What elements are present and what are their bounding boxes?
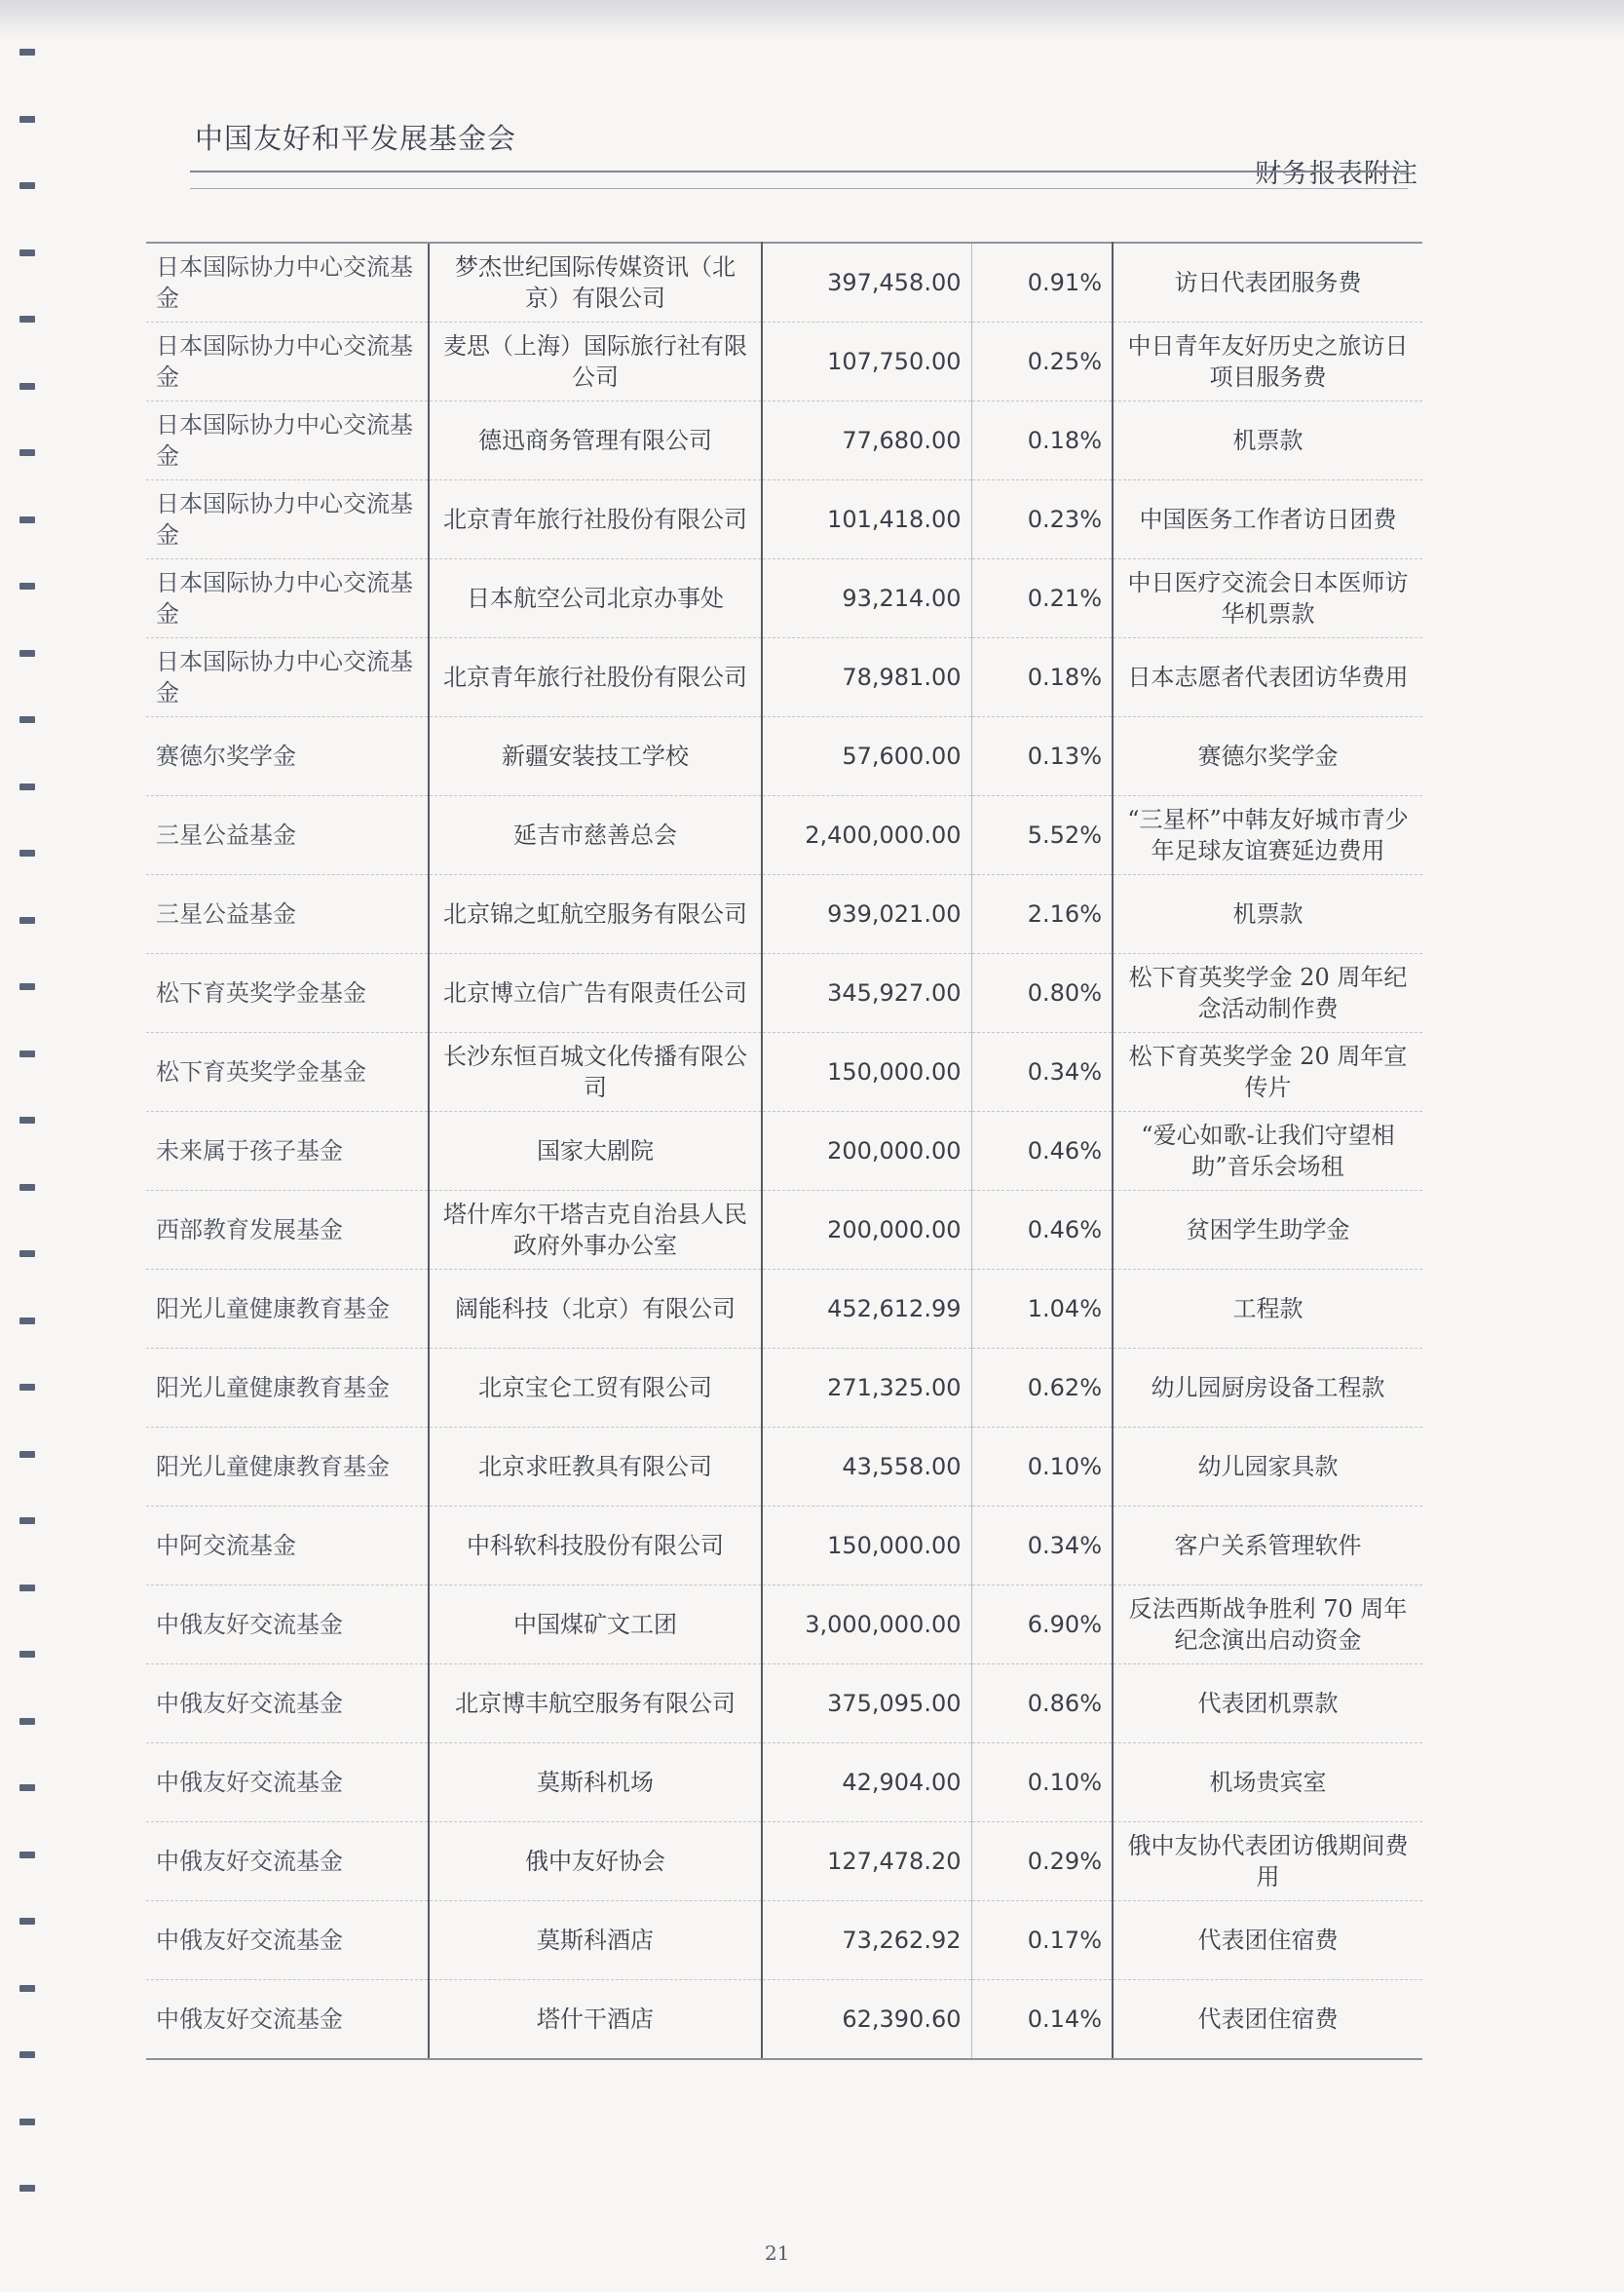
percent-cell: 0.18% (971, 401, 1113, 480)
purpose-cell: 中日医疗交流会日本医师访华机票款 (1113, 559, 1422, 638)
table-row (146, 1428, 1422, 1507)
payee-cell: 麦思（上海）国际旅行社有限公司 (429, 323, 762, 401)
table-row (146, 1822, 1422, 1901)
table-row (146, 717, 1422, 796)
binding-hole (19, 383, 35, 390)
expense-table (146, 242, 1422, 2060)
payee-cell: 莫斯科机场 (429, 1743, 762, 1822)
payee-cell: 北京锦之虹航空服务有限公司 (429, 875, 762, 954)
binding-hole (19, 1852, 35, 1858)
binding-hole (19, 516, 35, 523)
percent-cell: 0.86% (971, 1664, 1113, 1743)
binding-hole (19, 1918, 35, 1925)
binding-hole (19, 1517, 35, 1524)
percent-cell: 0.10% (971, 1743, 1113, 1822)
purpose-cell: 幼儿园厨房设备工程款 (1113, 1349, 1422, 1428)
payee-cell: 北京博立信广告有限责任公司 (429, 954, 762, 1033)
amount-cell: 200,000.00 (762, 1112, 971, 1191)
purpose-cell: 代表团机票款 (1113, 1664, 1422, 1743)
binding-hole (19, 249, 35, 256)
fund-cell: 中俄友好交流基金 (146, 1743, 429, 1822)
purpose-cell: 反法西斯战争胜利 70 周年纪念演出启动资金 (1113, 1585, 1422, 1664)
fund-cell: 三星公益基金 (146, 796, 429, 875)
amount-cell: 271,325.00 (762, 1349, 971, 1428)
percent-cell: 0.46% (971, 1191, 1113, 1270)
payee-cell: 梦杰世纪国际传媒资讯（北京）有限公司 (429, 243, 762, 323)
amount-cell: 3,000,000.00 (762, 1585, 971, 1664)
fund-cell: 阳光儿童健康教育基金 (146, 1428, 429, 1507)
percent-cell: 0.91% (971, 243, 1113, 323)
percent-cell: 0.21% (971, 559, 1113, 638)
table-row (146, 323, 1422, 401)
percent-cell: 0.17% (971, 1901, 1113, 1980)
binding-hole (19, 1784, 35, 1791)
binding-hole (19, 2051, 35, 2058)
binding-hole (19, 49, 35, 56)
table-row (146, 1980, 1422, 2060)
percent-cell: 0.34% (971, 1033, 1113, 1112)
binding-hole (19, 1985, 35, 1992)
payee-cell: 北京博丰航空服务有限公司 (429, 1664, 762, 1743)
payee-cell: 俄中友好协会 (429, 1822, 762, 1901)
header-rule-secondary (190, 188, 1408, 189)
payee-cell: 塔什库尔干塔吉克自治县人民政府外事办公室 (429, 1191, 762, 1270)
percent-cell: 0.18% (971, 638, 1113, 717)
amount-cell: 42,904.00 (762, 1743, 971, 1822)
amount-cell: 150,000.00 (762, 1507, 971, 1585)
table-row (146, 559, 1422, 638)
payee-cell: 新疆安装技工学校 (429, 717, 762, 796)
amount-cell: 43,558.00 (762, 1428, 971, 1507)
header-rule (190, 171, 1408, 172)
fund-cell: 中俄友好交流基金 (146, 1822, 429, 1901)
purpose-cell: 松下育英奖学金 20 周年宣传片 (1113, 1033, 1422, 1112)
fund-cell: 赛德尔奖学金 (146, 717, 429, 796)
binding-hole (19, 650, 35, 657)
table-row (146, 1585, 1422, 1664)
purpose-cell: 机票款 (1113, 875, 1422, 954)
binding-hole (19, 983, 35, 990)
page-top-shade (0, 0, 1624, 39)
payee-cell: 北京求旺教具有限公司 (429, 1428, 762, 1507)
purpose-cell: 俄中友协代表团访俄期间费用 (1113, 1822, 1422, 1901)
binding-hole (19, 449, 35, 456)
percent-cell: 0.80% (971, 954, 1113, 1033)
fund-cell: 日本国际协力中心交流基金 (146, 401, 429, 480)
amount-cell: 127,478.20 (762, 1822, 971, 1901)
table-row (146, 1507, 1422, 1585)
fund-cell: 中俄友好交流基金 (146, 1585, 429, 1664)
payee-cell: 国家大剧院 (429, 1112, 762, 1191)
purpose-cell: “爱心如歌-让我们守望相助”音乐会场租 (1113, 1112, 1422, 1191)
fund-cell: 中俄友好交流基金 (146, 1664, 429, 1743)
fund-cell: 阳光儿童健康教育基金 (146, 1270, 429, 1349)
table-row (146, 796, 1422, 875)
payee-cell: 长沙东恒百城文化传播有限公司 (429, 1033, 762, 1112)
binding-hole (19, 1585, 35, 1591)
amount-cell: 78,981.00 (762, 638, 971, 717)
binding-hole (19, 783, 35, 790)
percent-cell: 0.10% (971, 1428, 1113, 1507)
fund-cell: 中俄友好交流基金 (146, 1901, 429, 1980)
percent-cell: 0.29% (971, 1822, 1113, 1901)
payee-cell: 北京青年旅行社股份有限公司 (429, 480, 762, 559)
table-row (146, 875, 1422, 954)
purpose-cell: 代表团住宿费 (1113, 1901, 1422, 1980)
purpose-cell: 贫困学生助学金 (1113, 1191, 1422, 1270)
payee-cell: 德迅商务管理有限公司 (429, 401, 762, 480)
table-row (146, 1191, 1422, 1270)
fund-cell: 松下育英奖学金基金 (146, 954, 429, 1033)
amount-cell: 200,000.00 (762, 1191, 971, 1270)
percent-cell: 5.52% (971, 796, 1113, 875)
binding-hole (19, 316, 35, 323)
table-row (146, 638, 1422, 717)
amount-cell: 150,000.00 (762, 1033, 971, 1112)
binding-hole (19, 1117, 35, 1124)
purpose-cell: 机场贵宾室 (1113, 1743, 1422, 1822)
percent-cell: 0.14% (971, 1980, 1113, 2060)
percent-cell: 6.90% (971, 1585, 1113, 1664)
fund-cell: 日本国际协力中心交流基金 (146, 480, 429, 559)
payee-cell: 塔什干酒店 (429, 1980, 762, 2060)
purpose-cell: 赛德尔奖学金 (1113, 717, 1422, 796)
binding-hole (19, 2185, 35, 2192)
fund-cell: 日本国际协力中心交流基金 (146, 323, 429, 401)
fund-cell: 日本国际协力中心交流基金 (146, 559, 429, 638)
binding-hole (19, 1451, 35, 1458)
fund-cell: 三星公益基金 (146, 875, 429, 954)
fund-cell: 未来属于孩子基金 (146, 1112, 429, 1191)
binding-hole (19, 116, 35, 123)
payee-cell: 北京青年旅行社股份有限公司 (429, 638, 762, 717)
organization-header: 中国友好和平发展基金会 (195, 122, 517, 155)
amount-cell: 101,418.00 (762, 480, 971, 559)
percent-cell: 1.04% (971, 1270, 1113, 1349)
percent-cell: 0.23% (971, 480, 1113, 559)
fund-cell: 西部教育发展基金 (146, 1191, 429, 1270)
percent-cell: 0.34% (971, 1507, 1113, 1585)
binding-hole (19, 1250, 35, 1257)
binding-hole (19, 917, 35, 924)
payee-cell: 中科软科技股份有限公司 (429, 1507, 762, 1585)
percent-cell: 2.16% (971, 875, 1113, 954)
payee-cell: 北京宝仑工贸有限公司 (429, 1349, 762, 1428)
amount-cell: 57,600.00 (762, 717, 971, 796)
binding-hole (19, 850, 35, 857)
percent-cell: 0.62% (971, 1349, 1113, 1428)
amount-cell: 375,095.00 (762, 1664, 971, 1743)
binding-hole (19, 583, 35, 590)
fund-cell: 日本国际协力中心交流基金 (146, 638, 429, 717)
table-row (146, 1270, 1422, 1349)
table-row (146, 401, 1422, 480)
amount-cell: 62,390.60 (762, 1980, 971, 2060)
purpose-cell: 松下育英奖学金 20 周年纪念活动制作费 (1113, 954, 1422, 1033)
table-row (146, 1664, 1422, 1743)
purpose-cell: 客户关系管理软件 (1113, 1507, 1422, 1585)
fund-cell: 中俄友好交流基金 (146, 1980, 429, 2060)
payee-cell: 阔能科技（北京）有限公司 (429, 1270, 762, 1349)
amount-cell: 397,458.00 (762, 243, 971, 323)
percent-cell: 0.46% (971, 1112, 1113, 1191)
purpose-cell: 中国医务工作者访日团费 (1113, 480, 1422, 559)
purpose-cell: 代表团住宿费 (1113, 1980, 1422, 2060)
amount-cell: 2,400,000.00 (762, 796, 971, 875)
binding-hole (19, 1050, 35, 1057)
purpose-cell: 工程款 (1113, 1270, 1422, 1349)
section-header: 财务报表附注 (1255, 159, 1418, 189)
binding-hole (19, 182, 35, 189)
table-row (146, 1349, 1422, 1428)
payee-cell: 莫斯科酒店 (429, 1901, 762, 1980)
purpose-cell: 访日代表团服务费 (1113, 243, 1422, 323)
table-row (146, 1033, 1422, 1112)
table-row (146, 243, 1422, 323)
purpose-cell: “三星杯”中韩友好城市青少年足球友谊赛延边费用 (1113, 796, 1422, 875)
fund-cell: 日本国际协力中心交流基金 (146, 243, 429, 323)
amount-cell: 107,750.00 (762, 323, 971, 401)
binding-hole (19, 1651, 35, 1658)
table-row (146, 1901, 1422, 1980)
purpose-cell: 机票款 (1113, 401, 1422, 480)
payee-cell: 日本航空公司北京办事处 (429, 559, 762, 638)
purpose-cell: 中日青年友好历史之旅访日项目服务费 (1113, 323, 1422, 401)
table-row (146, 1112, 1422, 1191)
percent-cell: 0.13% (971, 717, 1113, 796)
binding-hole (19, 1718, 35, 1725)
fund-cell: 松下育英奖学金基金 (146, 1033, 429, 1112)
amount-cell: 93,214.00 (762, 559, 971, 638)
table-row (146, 1743, 1422, 1822)
table-row (146, 480, 1422, 559)
page-number: 21 (765, 2241, 790, 2265)
binding-hole (19, 716, 35, 723)
table-row (146, 954, 1422, 1033)
amount-cell: 939,021.00 (762, 875, 971, 954)
amount-cell: 452,612.99 (762, 1270, 971, 1349)
binding-holes (19, 49, 39, 2280)
amount-cell: 73,262.92 (762, 1901, 971, 1980)
fund-cell: 中阿交流基金 (146, 1507, 429, 1585)
binding-hole (19, 1384, 35, 1391)
binding-hole (19, 1184, 35, 1191)
purpose-cell: 日本志愿者代表团访华费用 (1113, 638, 1422, 717)
percent-cell: 0.25% (971, 323, 1113, 401)
payee-cell: 延吉市慈善总会 (429, 796, 762, 875)
amount-cell: 77,680.00 (762, 401, 971, 480)
payee-cell: 中国煤矿文工团 (429, 1585, 762, 1664)
amount-cell: 345,927.00 (762, 954, 971, 1033)
binding-hole (19, 1318, 35, 1324)
purpose-cell: 幼儿园家具款 (1113, 1428, 1422, 1507)
fund-cell: 阳光儿童健康教育基金 (146, 1349, 429, 1428)
binding-hole (19, 2119, 35, 2125)
